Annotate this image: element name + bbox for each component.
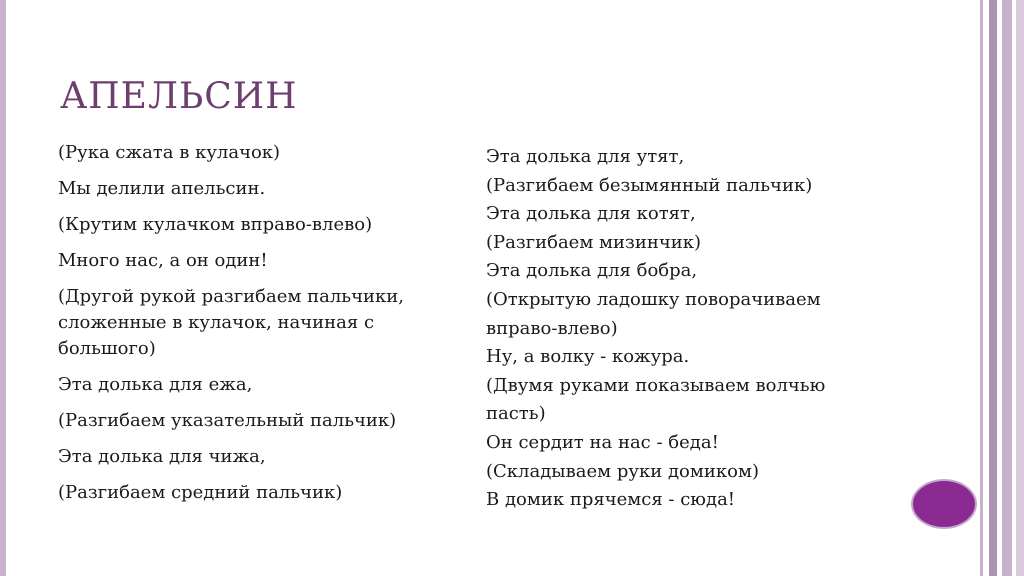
text-line: (Открытую ладошку поворачиваем вправо-влево): [486, 288, 821, 339]
stripe: [989, 0, 997, 576]
left-border-bar: [0, 0, 6, 576]
text-line: (Складываем руки домиком): [486, 460, 759, 482]
text-line: Эта долька для ежа,: [58, 374, 253, 395]
right-decorative-stripes: [980, 0, 1024, 576]
accent-circle: [913, 481, 975, 527]
stripe: [980, 0, 983, 576]
text-line: Эта долька для бобра,: [486, 260, 698, 282]
text-line: Ну, а волку - кожура.: [486, 346, 690, 368]
text-line: Эта долька для котят,: [486, 203, 696, 225]
text-line: Много нас, а он один!: [58, 250, 268, 271]
text-line: В домик прячемся - сюда!: [486, 489, 736, 511]
stripe: [1016, 0, 1024, 576]
text-line: (Разгибаем безымянный пальчик): [486, 174, 813, 196]
text-line: (Двумя руками показываем волчью пасть): [486, 374, 826, 425]
text-line: Эта долька для утят,: [486, 146, 685, 167]
text-line: (Разгибаем средний пальчик): [58, 482, 343, 503]
text-line: Эта долька для чижа,: [58, 446, 266, 467]
right-text-column: [486, 143, 846, 515]
text-line: (Другой рукой разгибаем пальчики, сложенные в кулачок, начиная с большого): [58, 286, 404, 359]
stripe: [1002, 0, 1012, 576]
text-line: (Разгибаем указательный пальчик): [58, 410, 397, 431]
slide-title: АПЕЛЬСИН: [60, 76, 298, 117]
text-line: (Крутим кулачком вправо-влево): [58, 214, 373, 235]
text-line: (Разгибаем мизинчик): [486, 231, 702, 253]
text-line: Он сердит на нас - беда!: [486, 431, 719, 453]
text-line: Мы делили апельсин.: [58, 178, 266, 199]
left-text-column: [58, 140, 438, 516]
text-line: (Рука сжата в кулачок): [58, 142, 281, 163]
